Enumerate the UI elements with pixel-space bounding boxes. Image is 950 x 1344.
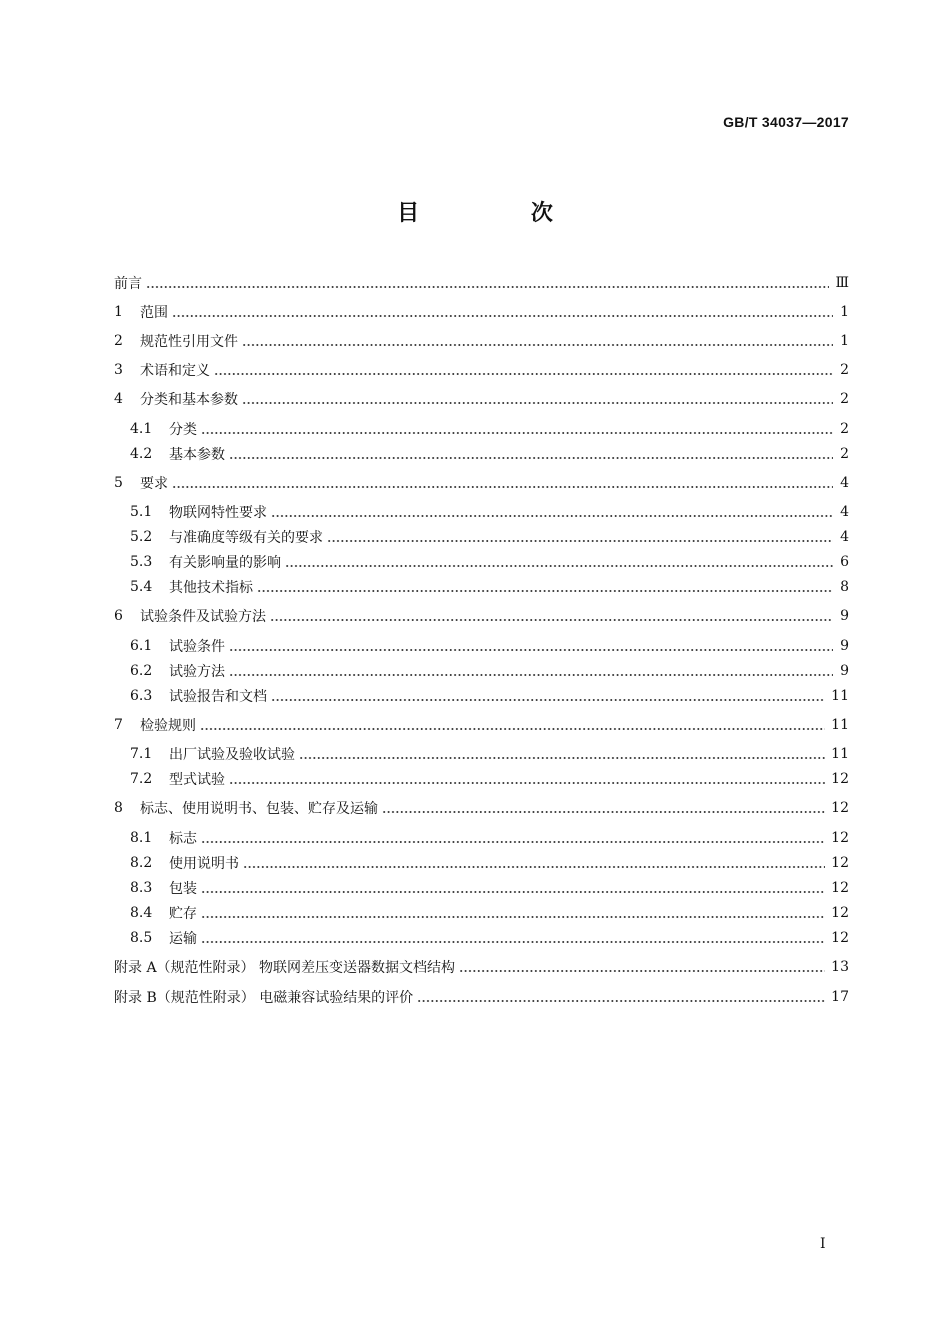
dot-leader — [382, 811, 825, 813]
toc-entry-label: 标志 — [169, 831, 197, 847]
toc-entry[interactable] — [130, 551, 849, 573]
toc-entry[interactable] — [130, 576, 849, 598]
toc-entry-number: 5 — [114, 475, 123, 491]
toc-entry-number: 8.4 — [130, 905, 153, 921]
toc-entry-label: 有关影响量的影响 — [169, 555, 281, 571]
page-title: 目 次 — [397, 200, 605, 226]
dot-leader — [229, 457, 833, 459]
toc-entry-number: 8 — [114, 800, 123, 816]
toc-entry-page: 2 — [840, 391, 849, 407]
dot-leader — [299, 757, 825, 759]
toc-entry-number: 8.2 — [130, 855, 153, 871]
toc-entry[interactable] — [114, 388, 849, 410]
toc-entry[interactable] — [130, 685, 849, 707]
toc-entry[interactable] — [114, 797, 849, 819]
dot-leader — [242, 344, 833, 346]
toc-entry-label: 前言 — [114, 276, 142, 292]
toc-entry-page: 9 — [840, 663, 849, 679]
toc-entry-page: 6 — [840, 554, 849, 570]
toc-entry-number: 7.2 — [130, 771, 153, 787]
toc-entry[interactable] — [114, 472, 849, 494]
dot-leader — [243, 866, 825, 868]
toc-entry-label: 物联网特性要求 — [169, 505, 267, 521]
toc-entry-label: 分类 — [169, 422, 197, 438]
standard-number: GB/T 34037—2017 — [723, 114, 849, 130]
dot-leader — [271, 699, 825, 701]
toc-entry-page: 12 — [831, 930, 849, 946]
dot-leader — [270, 619, 833, 621]
dot-leader — [146, 286, 829, 288]
toc-entry-label: 使用说明书 — [169, 856, 239, 872]
toc-entry-number: 5.4 — [130, 579, 153, 595]
dot-leader — [201, 891, 825, 893]
dot-leader — [271, 515, 833, 517]
toc-entry[interactable] — [130, 827, 849, 849]
toc-entry-label: 分类和基本参数 — [140, 392, 238, 408]
toc-entry[interactable] — [130, 852, 849, 874]
toc-entry-label: 包装 — [169, 881, 197, 897]
toc-entry-page: 2 — [840, 446, 849, 462]
toc-entry-label: 出厂试验及验收试验 — [169, 747, 295, 763]
toc-entry-page: 17 — [831, 989, 849, 1005]
toc-entry[interactable] — [130, 418, 849, 440]
toc-entry-label: 基本参数 — [169, 447, 225, 463]
dot-leader — [229, 782, 825, 784]
toc-entry-number: 5.3 — [130, 554, 153, 570]
toc-entry-number: 8.3 — [130, 880, 153, 896]
toc-entry[interactable] — [130, 877, 849, 899]
toc-entry[interactable] — [130, 501, 849, 523]
toc-entry[interactable] — [130, 526, 849, 548]
toc-entry-page: 11 — [831, 688, 849, 704]
toc-entry-page: 1 — [840, 333, 849, 349]
toc-entry-number: 5.1 — [130, 504, 153, 520]
dot-leader — [229, 674, 833, 676]
toc-entry-page: 4 — [840, 504, 849, 520]
toc-entry-page: 12 — [831, 905, 849, 921]
dot-leader — [201, 841, 825, 843]
dot-leader — [229, 649, 833, 651]
toc-entry-number: 6.1 — [130, 638, 153, 654]
toc-entry-page: 12 — [831, 830, 849, 846]
toc-entry-number: 4.2 — [130, 446, 153, 462]
dot-leader — [201, 432, 833, 434]
dot-leader — [327, 540, 833, 542]
toc-entry-label: 试验条件及试验方法 — [140, 609, 266, 625]
toc-entry-page: 4 — [840, 475, 849, 491]
toc-entry[interactable] — [114, 359, 849, 381]
toc-entry[interactable] — [114, 272, 849, 294]
dot-leader — [417, 1000, 825, 1002]
dot-leader — [242, 402, 833, 404]
dot-leader — [459, 970, 825, 972]
dot-leader — [285, 565, 833, 567]
toc-entry-label: 要求 — [140, 476, 168, 492]
toc-entry-page: 9 — [840, 608, 849, 624]
toc-entry[interactable] — [130, 443, 849, 465]
toc-entry[interactable] — [130, 743, 849, 765]
toc-entry-label: 运输 — [169, 931, 197, 947]
toc-entry[interactable] — [130, 635, 849, 657]
toc-entry-page: 9 — [840, 638, 849, 654]
toc-entry-page: Ⅲ — [835, 275, 849, 291]
toc-entry-page: 11 — [831, 746, 849, 762]
dot-leader — [172, 486, 833, 488]
toc-entry-label: 规范性引用文件 — [140, 334, 238, 350]
toc-entry-page: 12 — [831, 855, 849, 871]
toc-entry[interactable] — [130, 902, 849, 924]
toc-entry-number: 8.5 — [130, 930, 153, 946]
toc-entry-number: 4.1 — [130, 421, 153, 437]
toc-entry-label: 附录 A（规范性附录） 物联网差压变送器数据文档结构 — [114, 960, 456, 976]
toc-entry[interactable] — [130, 927, 849, 949]
toc-entry-label: 试验报告和文档 — [169, 689, 267, 705]
toc-entry-label: 型式试验 — [169, 772, 225, 788]
toc-entry-label: 附录 B（规范性附录） 电磁兼容试验结果的评价 — [114, 990, 414, 1006]
dot-leader — [201, 941, 825, 943]
toc-entry[interactable] — [130, 660, 849, 682]
toc-entry-label: 术语和定义 — [140, 363, 210, 379]
toc-entry-label: 标志、使用说明书、包装、贮存及运输 — [140, 801, 378, 817]
toc-entry-page: 12 — [831, 800, 849, 816]
toc-entry-page: 2 — [840, 421, 849, 437]
toc-entry-number: 8.1 — [130, 830, 153, 846]
toc-entry-number: 6.3 — [130, 688, 153, 704]
toc-entry-page: 11 — [831, 717, 849, 733]
dot-leader — [172, 315, 833, 317]
dot-leader — [201, 916, 825, 918]
toc-entry-label: 范围 — [140, 305, 168, 321]
toc-entry-label: 贮存 — [169, 906, 197, 922]
toc-entry-number: 5.2 — [130, 529, 153, 545]
toc-entry-number: 7.1 — [130, 746, 153, 762]
toc-entry-number: 2 — [114, 333, 123, 349]
toc-entry[interactable] — [114, 714, 849, 736]
toc-entry-page: 12 — [831, 771, 849, 787]
toc-entry-label: 试验条件 — [169, 639, 225, 655]
toc-entry-page: 8 — [840, 579, 849, 595]
toc-entry-number: 7 — [114, 717, 123, 733]
toc-entry-label: 其他技术指标 — [169, 580, 253, 596]
toc-entry[interactable] — [114, 986, 849, 1008]
toc-entry-label: 与准确度等级有关的要求 — [169, 530, 323, 546]
page-number: Ⅰ — [820, 1236, 826, 1252]
toc-entry-page: 2 — [840, 362, 849, 378]
toc-entry-label: 检验规则 — [140, 718, 196, 734]
toc-entry-label: 试验方法 — [169, 664, 225, 680]
toc-entry-page: 12 — [831, 880, 849, 896]
toc-entry[interactable] — [130, 768, 849, 790]
toc-entry-page: 13 — [831, 959, 849, 975]
toc-entry[interactable] — [114, 605, 849, 627]
toc-entry-number: 1 — [114, 304, 123, 320]
dot-leader — [214, 373, 833, 375]
toc-entry-page: 1 — [840, 304, 849, 320]
toc-entry-number: 6.2 — [130, 663, 153, 679]
toc-entry-number: 3 — [114, 362, 123, 378]
dot-leader — [257, 590, 833, 592]
dot-leader — [200, 728, 825, 730]
toc-entry[interactable] — [114, 301, 849, 323]
toc-entry[interactable] — [114, 330, 849, 352]
toc-entry-number: 4 — [114, 391, 123, 407]
toc-entry-number: 6 — [114, 608, 123, 624]
toc-entry-page: 4 — [840, 529, 849, 545]
toc-entry[interactable] — [114, 956, 849, 978]
